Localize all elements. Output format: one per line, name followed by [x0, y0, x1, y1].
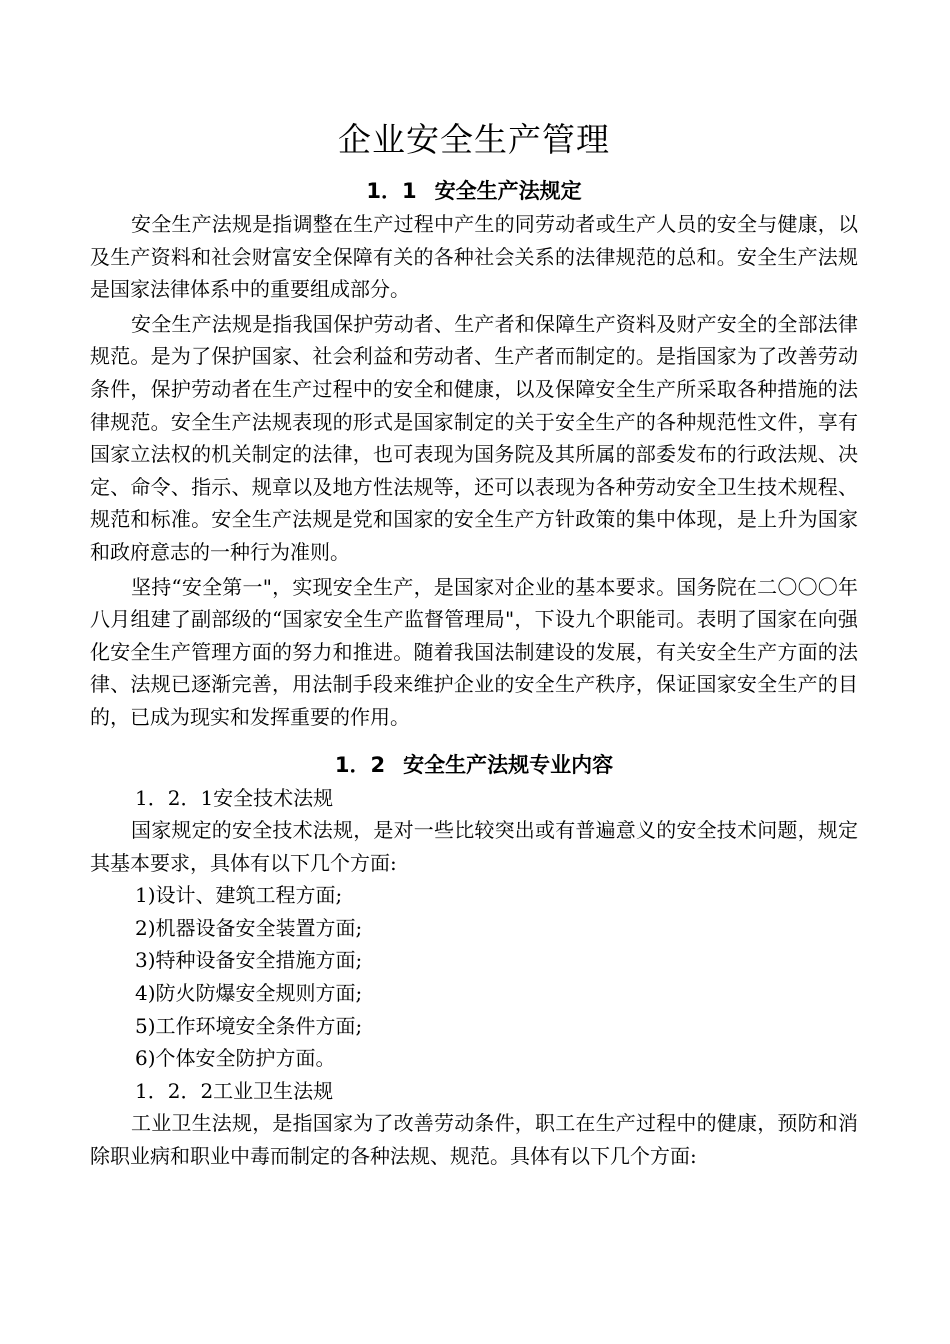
- list-item: 2)机器设备安全装置方面;: [135, 915, 363, 940]
- document-page: [90, 112, 858, 1173]
- section-title: 安全生产法规定: [434, 179, 582, 203]
- document-title: 企业安全生产管理: [338, 120, 610, 159]
- paragraph: 国家规定的安全技术法规，是对一些比较突出或有普遍意义的安全技术问题，规定其基本要求，具体有以下几个方面:: [90, 818, 858, 875]
- list-item: 4)防火防爆安全规则方面;: [135, 981, 363, 1006]
- paragraph: 安全生产法规是指我国保护劳动者、生产者和保障生产资料及财产安全的全部法律规范。是为了保护国家、社会利益和劳动者、生产者而制定的。是指国家为了改善劳动条件，保护劳动者在生产过程中的安全和健康，以及保障安全生产所采取各种措施的法律规范。安全生产法规表现的形式是国家制定的关于安全生产的各种规范性文件，享有国家立法权的机关制定的法律，也可表现为国务院及其所属的部委发布的行政法规、决定、命令、指示、规章以及地方性法规等，还可以表现为各种劳动安全卫生技术规程、规范和标准。安全生产法规是党和国家的安全生产方针政策的集中体现，是上升为国家和政府意志的一种行为准则。: [90, 311, 858, 564]
- section-title: 安全生产法规专业内容: [403, 752, 614, 777]
- list-item: 6)个体安全防护方面。: [135, 1046, 336, 1071]
- section-number: 1．2: [334, 752, 386, 777]
- paragraph: 安全生产法规是指调整在生产过程中产生的同劳动者或生产人员的安全与健康，以及生产资料和社会财富安全保障有关的各种社会关系的法律规范的总和。安全生产法规是国家法律体系中的重要组成部分。: [90, 212, 858, 302]
- subsection-heading-1-2-1: 1．2．1安全技术法规: [135, 785, 334, 810]
- section-heading-1-1: [90, 174, 858, 208]
- section-heading-1-2: [90, 748, 858, 782]
- list-item: 3)特种设备安全措施方面;: [135, 948, 363, 973]
- section-number: 1．1: [366, 179, 417, 203]
- paragraph: 坚持“安全第一"，实现安全生产，是国家对企业的基本要求。国务院在二〇〇〇年八月组建了副部级的“国家安全生产监督管理局"，下设九个职能司。表明了国家在向强化安全生产管理方面的努力和推进。随着我国法制建设的发展，有关安全生产方面的法律、法规已逐渐完善，用法制手段来维护企业的安全生产秩序，保证国家安全生产的目的，已成为现实和发挥重要的作用。: [90, 574, 858, 729]
- list-item: 1)设计、建筑工程方面;: [135, 883, 343, 908]
- subsection-heading-1-2-2: 1．2．2工业卫生法规: [135, 1078, 334, 1103]
- list-item: 5)工作环境安全条件方面;: [135, 1013, 363, 1038]
- paragraph: 工业卫生法规，是指国家为了改善劳动条件，职工在生产过程中的健康，预防和消除职业病和职业中毒而制定的各种法规、规范。具体有以下几个方面:: [90, 1111, 858, 1169]
